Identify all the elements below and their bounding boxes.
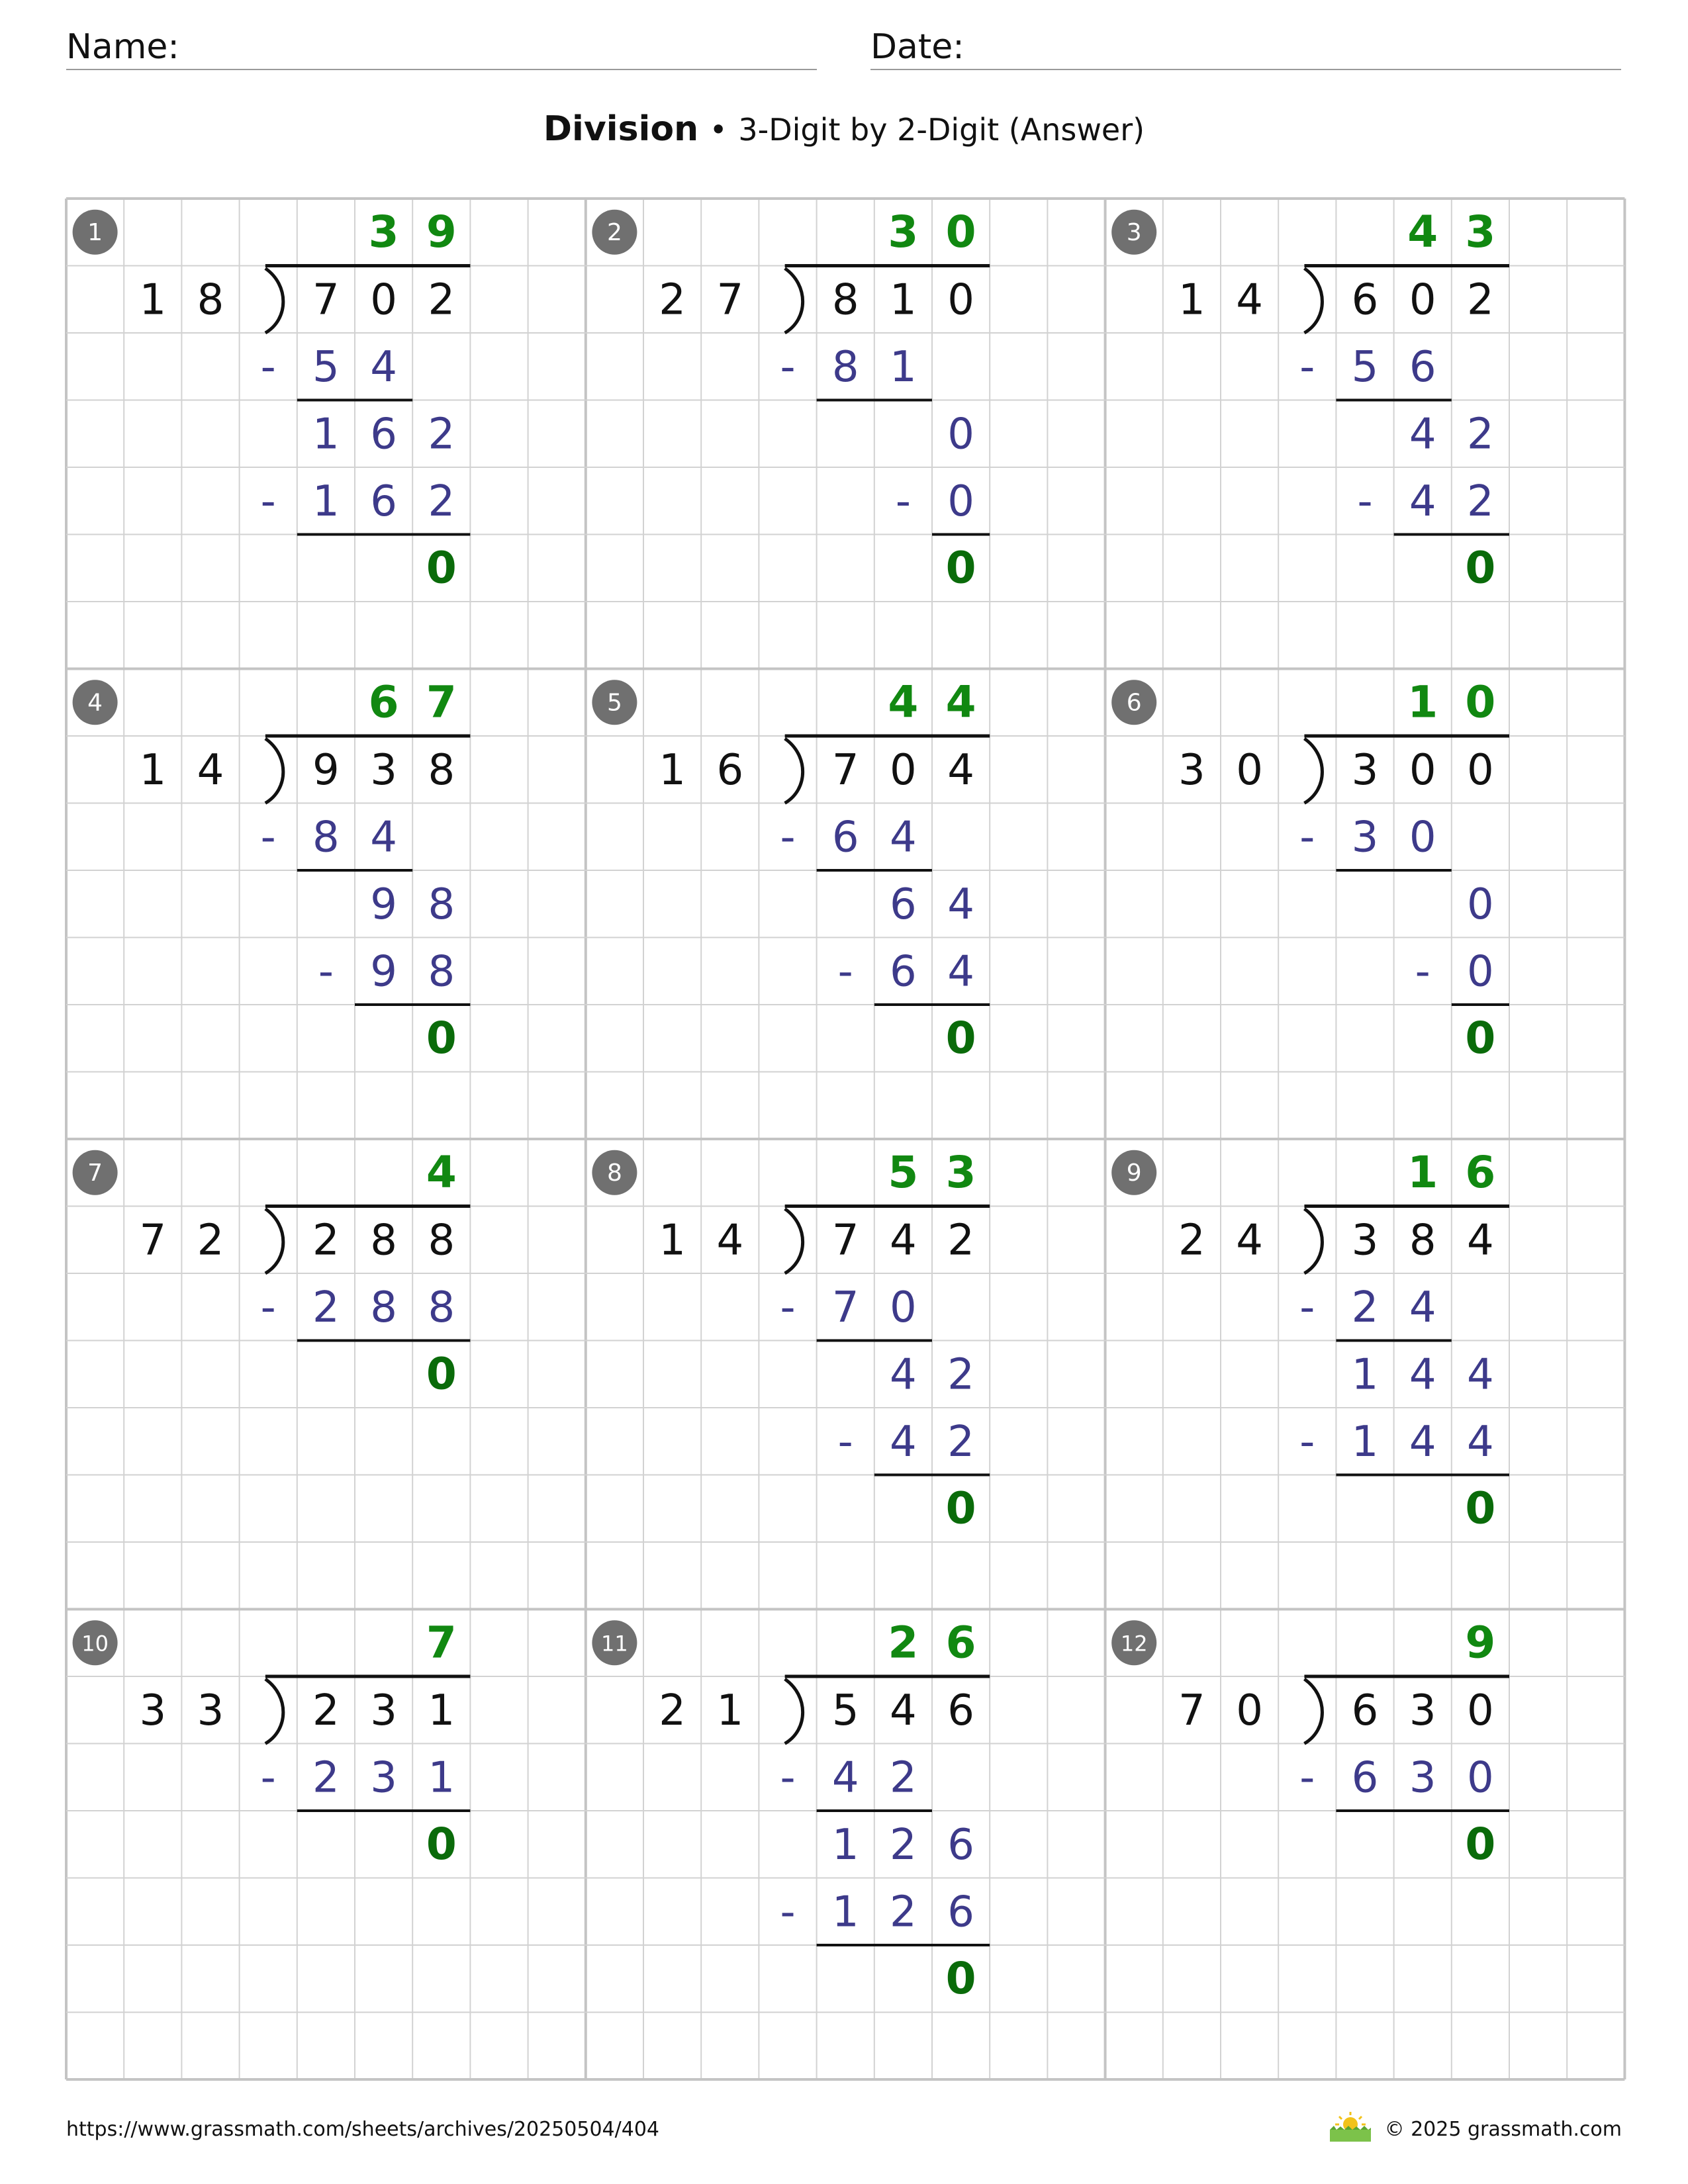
work-digit: 4 (1409, 410, 1436, 459)
work-digit: 4 (890, 1417, 917, 1467)
minus-sign: - (1299, 342, 1315, 392)
work-digit: 2 (1467, 477, 1494, 526)
quotient-digit: 6 (1465, 1146, 1496, 1198)
divisor-digit: 1 (1178, 275, 1205, 325)
dividend-digit: 8 (831, 275, 859, 325)
work-digit: 2 (947, 1350, 974, 1400)
work-digit: 8 (370, 1283, 397, 1332)
quotient-digit: 1 (1407, 676, 1438, 728)
work-digit: 2 (947, 1417, 974, 1467)
divisor-digit: 1 (716, 1686, 744, 1735)
work-digit: 1 (312, 410, 340, 459)
dividend-digit: 0 (1409, 275, 1436, 325)
dividend-digit: 0 (1467, 1686, 1494, 1735)
problem-number: 6 (1126, 689, 1142, 717)
divisor-digit: 4 (716, 1216, 744, 1265)
work-digit: 9 (370, 880, 397, 929)
dividend-digit: 2 (312, 1686, 340, 1735)
quotient-digit: 4 (1407, 206, 1438, 257)
remainder-digit: 0 (426, 1348, 457, 1400)
dividend-digit: 1 (428, 1686, 455, 1735)
divisor-digit: 7 (716, 275, 744, 325)
remainder-digit: 0 (945, 1012, 976, 1064)
quotient-digit: 6 (945, 1617, 976, 1668)
work-digit: 4 (831, 1753, 859, 1803)
work-digit: 4 (370, 342, 397, 392)
work-digit: 6 (947, 1820, 974, 1870)
problem-number: 4 (87, 689, 103, 717)
work-digit: 4 (1467, 1417, 1494, 1467)
dividend-digit: 8 (428, 1216, 455, 1265)
work-digit: 1 (312, 477, 340, 526)
quotient-digit: 4 (426, 1146, 457, 1198)
work-digit: 0 (890, 1283, 917, 1332)
minus-sign: - (260, 1753, 276, 1803)
dividend-digit: 3 (1351, 745, 1379, 795)
divisor-digit: 2 (1178, 1216, 1205, 1265)
work-digit: 4 (890, 1350, 917, 1400)
quotient-digit: 4 (888, 676, 919, 728)
work-digit: 2 (890, 1888, 917, 1937)
work-digit: 1 (1351, 1350, 1379, 1400)
work-digit: 6 (370, 477, 397, 526)
dividend-digit: 4 (947, 745, 974, 795)
work-digit: 1 (428, 1753, 455, 1803)
divisor-digit: 4 (197, 745, 224, 795)
divisor-digit: 2 (659, 275, 686, 325)
quotient-digit: 4 (945, 676, 976, 728)
problem-number: 10 (81, 1631, 109, 1657)
quotient-digit: 7 (426, 676, 457, 728)
division-bracket (785, 269, 803, 334)
minus-sign: - (1357, 477, 1373, 526)
work-digit: 0 (1409, 813, 1436, 862)
division-bracket (265, 1679, 283, 1744)
work-digit: 4 (890, 813, 917, 862)
work-digit: 8 (428, 1283, 455, 1332)
quotient-digit: 1 (1407, 1146, 1438, 1198)
problem-number: 2 (606, 218, 622, 246)
work-digit: 0 (947, 410, 974, 459)
divisor-digit: 0 (1236, 1686, 1263, 1735)
divisor-digit: 4 (1236, 275, 1263, 325)
dividend-digit: 0 (1467, 745, 1494, 795)
date-label: Date: (870, 27, 964, 67)
dividend-digit: 4 (1467, 1216, 1494, 1265)
division-bracket (265, 269, 283, 334)
dividend-digit: 2 (1467, 275, 1494, 325)
work-digit: 1 (831, 1888, 859, 1937)
minus-sign: - (780, 1888, 796, 1937)
divisor-digit: 8 (197, 275, 224, 325)
division-bracket (785, 1209, 803, 1274)
work-digit: 6 (947, 1888, 974, 1937)
work-digit: 6 (890, 947, 917, 997)
divisor-digit: 3 (1178, 745, 1205, 795)
work-digit: 3 (370, 1753, 397, 1803)
divisor-digit: 7 (1178, 1686, 1205, 1735)
work-digit: 2 (890, 1753, 917, 1803)
quotient-digit: 5 (888, 1146, 919, 1198)
division-bracket (785, 739, 803, 803)
work-digit: 6 (831, 813, 859, 862)
remainder-digit: 0 (945, 1952, 976, 2004)
dividend-digit: 9 (312, 745, 340, 795)
work-digit: 2 (1351, 1283, 1379, 1332)
work-digit: 4 (1467, 1350, 1494, 1400)
name-label: Name: (66, 27, 179, 67)
divisor-digit: 1 (659, 745, 686, 795)
division-bracket (1304, 1679, 1322, 1744)
work-digit: 8 (312, 813, 340, 862)
work-digit: 7 (831, 1283, 859, 1332)
dividend-digit: 0 (1409, 745, 1436, 795)
quotient-digit: 9 (426, 206, 457, 257)
quotient-digit: 9 (1465, 1617, 1496, 1668)
dividend-digit: 0 (947, 275, 974, 325)
problem-number: 12 (1120, 1631, 1148, 1657)
problem-number: 3 (1126, 218, 1142, 246)
work-digit: 6 (1409, 342, 1436, 392)
minus-sign: - (1299, 1753, 1315, 1803)
division-bracket (785, 1679, 803, 1744)
dividend-digit: 7 (831, 745, 859, 795)
problem-number: 7 (87, 1159, 103, 1187)
work-digit: 6 (370, 410, 397, 459)
quotient-digit: 2 (888, 1617, 919, 1668)
work-digit: 9 (370, 947, 397, 997)
work-digit: 5 (312, 342, 340, 392)
problem-number: 1 (87, 218, 103, 246)
minus-sign: - (780, 1753, 796, 1803)
work-digit: 4 (1409, 1283, 1436, 1332)
remainder-digit: 0 (1465, 542, 1496, 594)
work-digit: 0 (1467, 880, 1494, 929)
problem-number: 9 (1126, 1159, 1142, 1187)
divisor-digit: 6 (716, 745, 744, 795)
work-digit: 4 (947, 947, 974, 997)
dividend-digit: 7 (831, 1216, 859, 1265)
work-digit: 8 (831, 342, 859, 392)
work-digit: 6 (1351, 1753, 1379, 1803)
work-digit: 1 (890, 342, 917, 392)
work-digit: 2 (312, 1283, 340, 1332)
dividend-digit: 3 (370, 1686, 397, 1735)
minus-sign: - (318, 947, 334, 997)
quotient-digit: 6 (368, 676, 399, 728)
work-digit: 8 (428, 880, 455, 929)
title-main: Division (543, 109, 699, 149)
footer-copyright: © 2025 grassmath.com (1384, 2118, 1622, 2141)
footer-url[interactable]: https://www.grassmath.com/sheets/archives/20250504/404 (66, 2118, 660, 2141)
dividend-digit: 2 (428, 275, 455, 325)
quotient-digit: 3 (1465, 206, 1496, 257)
dividend-digit: 6 (1351, 1686, 1379, 1735)
work-digit: 6 (890, 880, 917, 929)
minus-sign: - (780, 342, 796, 392)
work-digit: 2 (312, 1753, 340, 1803)
minus-sign: - (1299, 813, 1315, 862)
work-digit: 4 (370, 813, 397, 862)
minus-sign: - (260, 1283, 276, 1332)
division-bracket (1304, 1209, 1322, 1274)
quotient-digit: 0 (945, 206, 976, 257)
division-bracket (265, 739, 283, 803)
dividend-digit: 3 (1351, 1216, 1379, 1265)
minus-sign: - (1299, 1283, 1315, 1332)
work-digit: 3 (1351, 813, 1379, 862)
quotient-digit: 7 (426, 1617, 457, 1668)
dividend-digit: 3 (370, 745, 397, 795)
work-digit: 1 (831, 1820, 859, 1870)
work-digit: 4 (1409, 477, 1436, 526)
work-digit: 3 (1409, 1753, 1436, 1803)
grass-sun-logo-icon (1327, 2110, 1374, 2143)
dividend-digit: 7 (312, 275, 340, 325)
minus-sign: - (260, 342, 276, 392)
quotient-digit: 3 (368, 206, 399, 257)
minus-sign: - (837, 947, 853, 997)
work-digit: 5 (1351, 342, 1379, 392)
dividend-digit: 2 (947, 1216, 974, 1265)
quotient-digit: 3 (945, 1146, 976, 1198)
minus-sign: - (780, 1283, 796, 1332)
division-bracket (265, 1209, 283, 1274)
dividend-digit: 0 (370, 275, 397, 325)
problem-number: 8 (606, 1159, 622, 1187)
quotient-digit: 0 (1465, 676, 1496, 728)
title-bullet: • (709, 112, 727, 148)
problem-number: 11 (601, 1631, 628, 1657)
dividend-digit: 8 (370, 1216, 397, 1265)
remainder-digit: 0 (945, 542, 976, 594)
division-bracket (1304, 739, 1322, 803)
minus-sign: - (837, 1417, 853, 1467)
dividend-digit: 6 (947, 1686, 974, 1735)
title-sub: 3-Digit by 2-Digit (Answer) (738, 112, 1145, 148)
remainder-digit: 0 (1465, 1482, 1496, 1534)
dividend-digit: 2 (312, 1216, 340, 1265)
work-digit: 2 (1467, 410, 1494, 459)
work-digit: 4 (1409, 1350, 1436, 1400)
remainder-digit: 0 (1465, 1818, 1496, 1870)
divisor-digit: 1 (139, 275, 167, 325)
work-digit: 2 (428, 410, 455, 459)
remainder-digit: 0 (426, 542, 457, 594)
dividend-digit: 4 (890, 1216, 917, 1265)
dividend-digit: 5 (831, 1686, 859, 1735)
dividend-digit: 6 (1351, 275, 1379, 325)
minus-sign: - (780, 813, 796, 862)
divisor-digit: 4 (1236, 1216, 1263, 1265)
remainder-digit: 0 (945, 1482, 976, 1534)
dividend-digit: 8 (428, 745, 455, 795)
work-digit: 2 (428, 477, 455, 526)
dividend-digit: 1 (890, 275, 917, 325)
work-digit: 4 (947, 880, 974, 929)
divisor-digit: 3 (139, 1686, 167, 1735)
minus-sign: - (260, 813, 276, 862)
minus-sign: - (1415, 947, 1430, 997)
remainder-digit: 0 (426, 1012, 457, 1064)
work-digit: 1 (1351, 1417, 1379, 1467)
work-digit: 0 (947, 477, 974, 526)
dividend-digit: 3 (1409, 1686, 1436, 1735)
minus-sign: - (1299, 1417, 1315, 1467)
remainder-digit: 0 (426, 1818, 457, 1870)
problem-number: 5 (606, 689, 622, 717)
dividend-digit: 0 (890, 745, 917, 795)
work-digit: 2 (890, 1820, 917, 1870)
dividend-digit: 8 (1409, 1216, 1436, 1265)
minus-sign: - (895, 477, 911, 526)
remainder-digit: 0 (1465, 1012, 1496, 1064)
work-digit: 8 (428, 947, 455, 997)
work-digit: 0 (1467, 1753, 1494, 1803)
dividend-digit: 4 (890, 1686, 917, 1735)
divisor-digit: 7 (139, 1216, 167, 1265)
divisor-digit: 1 (139, 745, 167, 795)
divisor-digit: 0 (1236, 745, 1263, 795)
quotient-digit: 3 (888, 206, 919, 257)
work-digit: 4 (1409, 1417, 1436, 1467)
division-bracket (1304, 269, 1322, 334)
divisor-digit: 3 (197, 1686, 224, 1735)
divisor-digit: 2 (197, 1216, 224, 1265)
divisor-digit: 1 (659, 1216, 686, 1265)
work-digit: 0 (1467, 947, 1494, 997)
divisor-digit: 2 (659, 1686, 686, 1735)
minus-sign: - (260, 477, 276, 526)
